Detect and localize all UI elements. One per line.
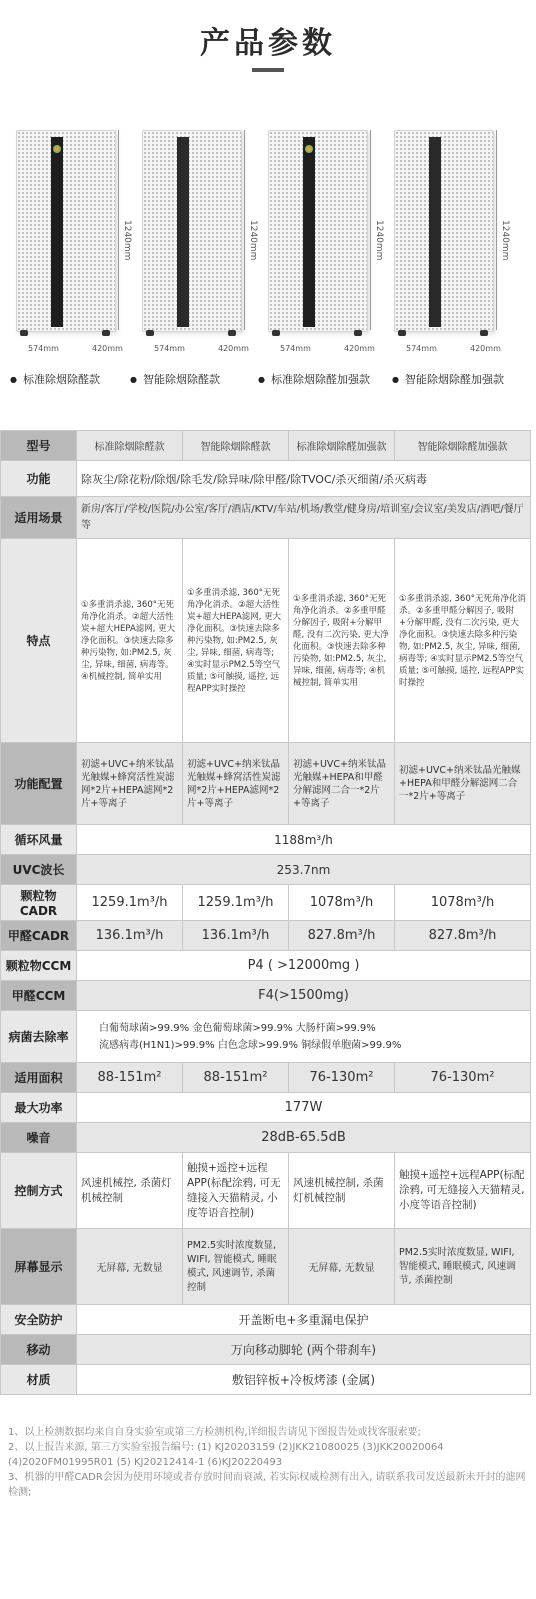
config-cell: 初滤+UVC+纳米钛晶光触媒+蜂窝活性炭滤网*2片+HEPA滤网*2片+等离子 <box>77 743 183 825</box>
pm-ccm-value: P4 ( >12000mg ) <box>77 951 531 981</box>
footnote: 2、以上报告来源, 第三方实验室报告编号: (1) KJ20203159 (2)JKK21080025 (3)JKK20020064 (4)2020FM01995R01 (5) KJ20212414-1 (6)KJ20220493 <box>8 1442 444 1468</box>
table-row <box>1 885 531 921</box>
wheel-icon <box>354 330 362 336</box>
screen-cell: PM2.5实时浓度数显, WIFI, 智能模式, 睡眠模式, 风速调节, 杀菌控制 <box>183 1229 289 1305</box>
feature-cell: ①多重消杀滤, 360°无死角净化消杀。②超大活性炭+超大HEPA滤网, 更大净化面积。③快速去除多种污染物, 如:PM2.5, 灰尘, 异味, 细菌, 病毒等。④机械控制, 简单实用 <box>77 539 183 743</box>
area-value: 88-151m² <box>77 1063 183 1093</box>
hcho-cadr-value: 827.8m³/h <box>289 921 395 951</box>
product-image-standard <box>8 130 138 370</box>
control-panel <box>429 137 441 327</box>
hcho-cadr-value: 136.1m³/h <box>183 921 289 951</box>
table-row <box>1 497 531 539</box>
product-caption: ● 智能除烟除醛款 <box>130 371 220 387</box>
uvc-value: 253.7nm <box>77 855 531 885</box>
config-cell: 初滤+UVC+纳米钛晶光触媒+蜂窝活性炭滤网*2片+HEPA滤网*2片+等离子 <box>183 743 289 825</box>
screen-cell: PM2.5实时浓度数显, WIFI, 智能模式, 睡眠模式, 风速调节, 杀菌控制 <box>395 1229 531 1305</box>
control-cell: 风速机械控, 杀菌灯机械控制 <box>77 1153 183 1229</box>
screen-cell: 无屏幕, 无数显 <box>289 1229 395 1305</box>
control-cell: 风速机械控制, 杀菌灯机械控制 <box>289 1153 395 1229</box>
material-value: 敷铝锌板+冷板烤漆 (金属) <box>77 1365 531 1395</box>
height-dimension: 1240mm <box>496 130 515 330</box>
page-title: 产品参数 <box>200 26 336 61</box>
table-row <box>1 825 531 855</box>
area-value: 76-130m² <box>289 1063 395 1093</box>
spec-table <box>0 430 531 1395</box>
row-label: 移动 <box>1 1335 77 1365</box>
depth-dimension: 420mm <box>344 344 375 353</box>
table-row <box>1 1305 531 1335</box>
row-label: 甲醛CADR <box>1 921 77 951</box>
row-label: 控制方式 <box>1 1153 77 1229</box>
height-dimension: 1240mm <box>244 130 263 330</box>
pm-cadr-value: 1259.1m³/h <box>77 885 183 921</box>
footnotes <box>8 1425 528 1500</box>
area-value: 76-130m² <box>395 1063 531 1093</box>
table-row <box>1 461 531 497</box>
row-label: 功能 <box>1 461 77 497</box>
product-image-standard-plus <box>260 130 390 370</box>
table-row <box>1 1153 531 1229</box>
row-label: 噪音 <box>1 1123 77 1153</box>
row-label: 功能配置 <box>1 743 77 825</box>
pm-cadr-value: 1078m³/h <box>289 885 395 921</box>
depth-dimension: 420mm <box>218 344 249 353</box>
row-label: 颗粒物CCM <box>1 951 77 981</box>
row-label: 病菌去除率 <box>1 1011 77 1063</box>
table-row <box>1 431 531 461</box>
product-image-smart-plus <box>386 130 516 370</box>
screen-cell: 无屏幕, 无数显 <box>77 1229 183 1305</box>
control-cell: 触摸+遥控+远程APP(标配涂鸦, 可无缝接入天猫精灵, 小度等语音控制) <box>395 1153 531 1229</box>
config-cell: 初滤+UVC+纳米钛晶光触媒+HEPA和甲醛分解滤网二合一*2片+等离子 <box>395 743 531 825</box>
area-value: 88-151m² <box>183 1063 289 1093</box>
table-row <box>1 743 531 825</box>
pm-cadr-value: 1259.1m³/h <box>183 885 289 921</box>
row-label: 甲醛CCM <box>1 981 77 1011</box>
control-panel <box>51 137 63 327</box>
row-label: 适用场景 <box>1 497 77 539</box>
row-label: 屏幕显示 <box>1 1229 77 1305</box>
scene-value: 新房/客厅/学校/医院/办公室/客厅/酒店/KTV/车站/机场/教堂/健身房/培训室/会议室/美发店/酒吧/餐厅等 <box>77 497 531 539</box>
row-label: 适用面积 <box>1 1063 77 1093</box>
model-name: 智能除烟除醛加强款 <box>395 431 531 461</box>
row-label: 型号 <box>1 431 77 461</box>
product-caption: ● 标准除烟除醛加强款 <box>258 371 370 387</box>
table-row <box>1 921 531 951</box>
height-dimension: 1240mm <box>370 130 389 330</box>
feature-cell: ①多重消杀滤, 360°无死角净化消杀。②超大活性炭+超大HEPA滤网, 更大净化面积。③快速去除多种污染物, 如:PM2.5, 灰尘, 异味, 细菌, 病毒等; ④实时显示PM2.5等空气质量; ⑤可触摸, 遥控, 远程APP实时操控 <box>183 539 289 743</box>
product-image-smart <box>134 130 264 370</box>
hcho-cadr-value: 136.1m³/h <box>77 921 183 951</box>
row-label: 最大功率 <box>1 1093 77 1123</box>
germ-removal-value <box>77 1011 531 1063</box>
width-dimension: 574mm <box>406 344 437 353</box>
product-caption: ● 智能除烟除醛加强款 <box>392 371 504 387</box>
safety-value: 开盖断电+多重漏电保护 <box>77 1305 531 1335</box>
width-dimension: 574mm <box>280 344 311 353</box>
function-value: 除灰尘/除花粉/除烟/除毛发/除异味/除甲醛/除TVOC/杀灭细菌/杀灭病毒 <box>77 461 531 497</box>
power-value: 177W <box>77 1093 531 1123</box>
row-label: 颗粒物CADR <box>1 885 77 921</box>
move-value: 万向移动脚轮 (两个带刹车) <box>77 1335 531 1365</box>
config-cell: 初滤+UVC+纳米钛晶光触媒+HEPA和甲醛分解滤网二合一*2片+等离子 <box>289 743 395 825</box>
wheel-icon <box>480 330 488 336</box>
wheel-icon <box>146 330 154 336</box>
row-label: 特点 <box>1 539 77 743</box>
height-dimension: 1240mm <box>118 130 137 330</box>
footnote: 3、机器的甲醛CADR会因为使用环境或者存放时间而衰减, 若实际权威检测有出入, 请联系我司发送最新未开封的滤网检测; <box>8 1472 526 1498</box>
germ-line: 流感病毒(H1N1)>99.9% 白色念球>99.9% 铜绿假单胞菌>99.9% <box>99 1039 402 1051</box>
table-row <box>1 1365 531 1395</box>
germ-line: 白葡萄球菌>99.9% 金色葡萄球菌>99.9% 大肠杆菌>99.9% <box>99 1022 376 1034</box>
purifier-unit <box>16 130 116 332</box>
width-dimension: 574mm <box>154 344 185 353</box>
depth-dimension: 420mm <box>470 344 501 353</box>
hcho-cadr-value: 827.8m³/h <box>395 921 531 951</box>
wheel-icon <box>398 330 406 336</box>
table-row <box>1 855 531 885</box>
row-label: 材质 <box>1 1365 77 1395</box>
indicator-dial-icon <box>305 145 313 153</box>
wheel-icon <box>272 330 280 336</box>
model-name: 标准除烟除醛款 <box>77 431 183 461</box>
wheel-icon <box>102 330 110 336</box>
control-panel <box>177 137 189 327</box>
model-name: 标准除烟除醛加强款 <box>289 431 395 461</box>
table-row <box>1 1063 531 1093</box>
title-underline <box>252 68 284 72</box>
table-row <box>1 539 531 743</box>
control-panel <box>303 137 315 327</box>
model-name: 智能除烟除醛款 <box>183 431 289 461</box>
wheel-icon <box>20 330 28 336</box>
noise-value: 28dB-65.5dB <box>77 1123 531 1153</box>
hcho-ccm-value: F4(>1500mg) <box>77 981 531 1011</box>
row-label: 安全防护 <box>1 1305 77 1335</box>
airflow-value: 1188m³/h <box>77 825 531 855</box>
feature-cell: ①多重消杀滤, 360°无死角净化消杀。②多重甲醛分解因子, 吸附+分解甲醛, 没有二次污染, 更大净化面积。③快速去除多种污染物, 如:PM2.5, 灰尘, 异味, 细菌, 病毒等; ④实时显示PM2.5等空气质量; ⑤可触摸, 遥控, 远程APP实时操控 <box>395 539 531 743</box>
table-row <box>1 951 531 981</box>
table-row <box>1 1229 531 1305</box>
table-row <box>1 1123 531 1153</box>
width-dimension: 574mm <box>28 344 59 353</box>
row-label: 循环风量 <box>1 825 77 855</box>
pm-cadr-value: 1078m³/h <box>395 885 531 921</box>
depth-dimension: 420mm <box>92 344 123 353</box>
purifier-unit <box>268 130 368 332</box>
purifier-unit <box>394 130 494 332</box>
row-label: UVC波长 <box>1 855 77 885</box>
table-row <box>1 1093 531 1123</box>
wheel-icon <box>228 330 236 336</box>
feature-cell: ①多重消杀滤, 360°无死角净化消杀。②多重甲醛分解因子, 吸附+分解甲醛, 没有二次污染, 更大净化面积。③快速去除多种污染物, 如:PM2.5, 灰尘, 异味, 细菌, 病毒等; ④机械控制, 简单实用 <box>289 539 395 743</box>
table-row <box>1 1011 531 1063</box>
control-cell: 触摸+遥控+远程APP(标配涂鸦, 可无缝接入天猫精灵, 小度等语音控制) <box>183 1153 289 1229</box>
footnote: 1、以上检测数据均来自自身实验室或第三方检测机构,详细报告请见下图报告处或找客服索要; <box>8 1427 421 1438</box>
indicator-dial-icon <box>53 145 61 153</box>
table-row <box>1 981 531 1011</box>
product-caption: ● 标准除烟除醛款 <box>10 371 100 387</box>
purifier-unit <box>142 130 242 332</box>
table-row <box>1 1335 531 1365</box>
